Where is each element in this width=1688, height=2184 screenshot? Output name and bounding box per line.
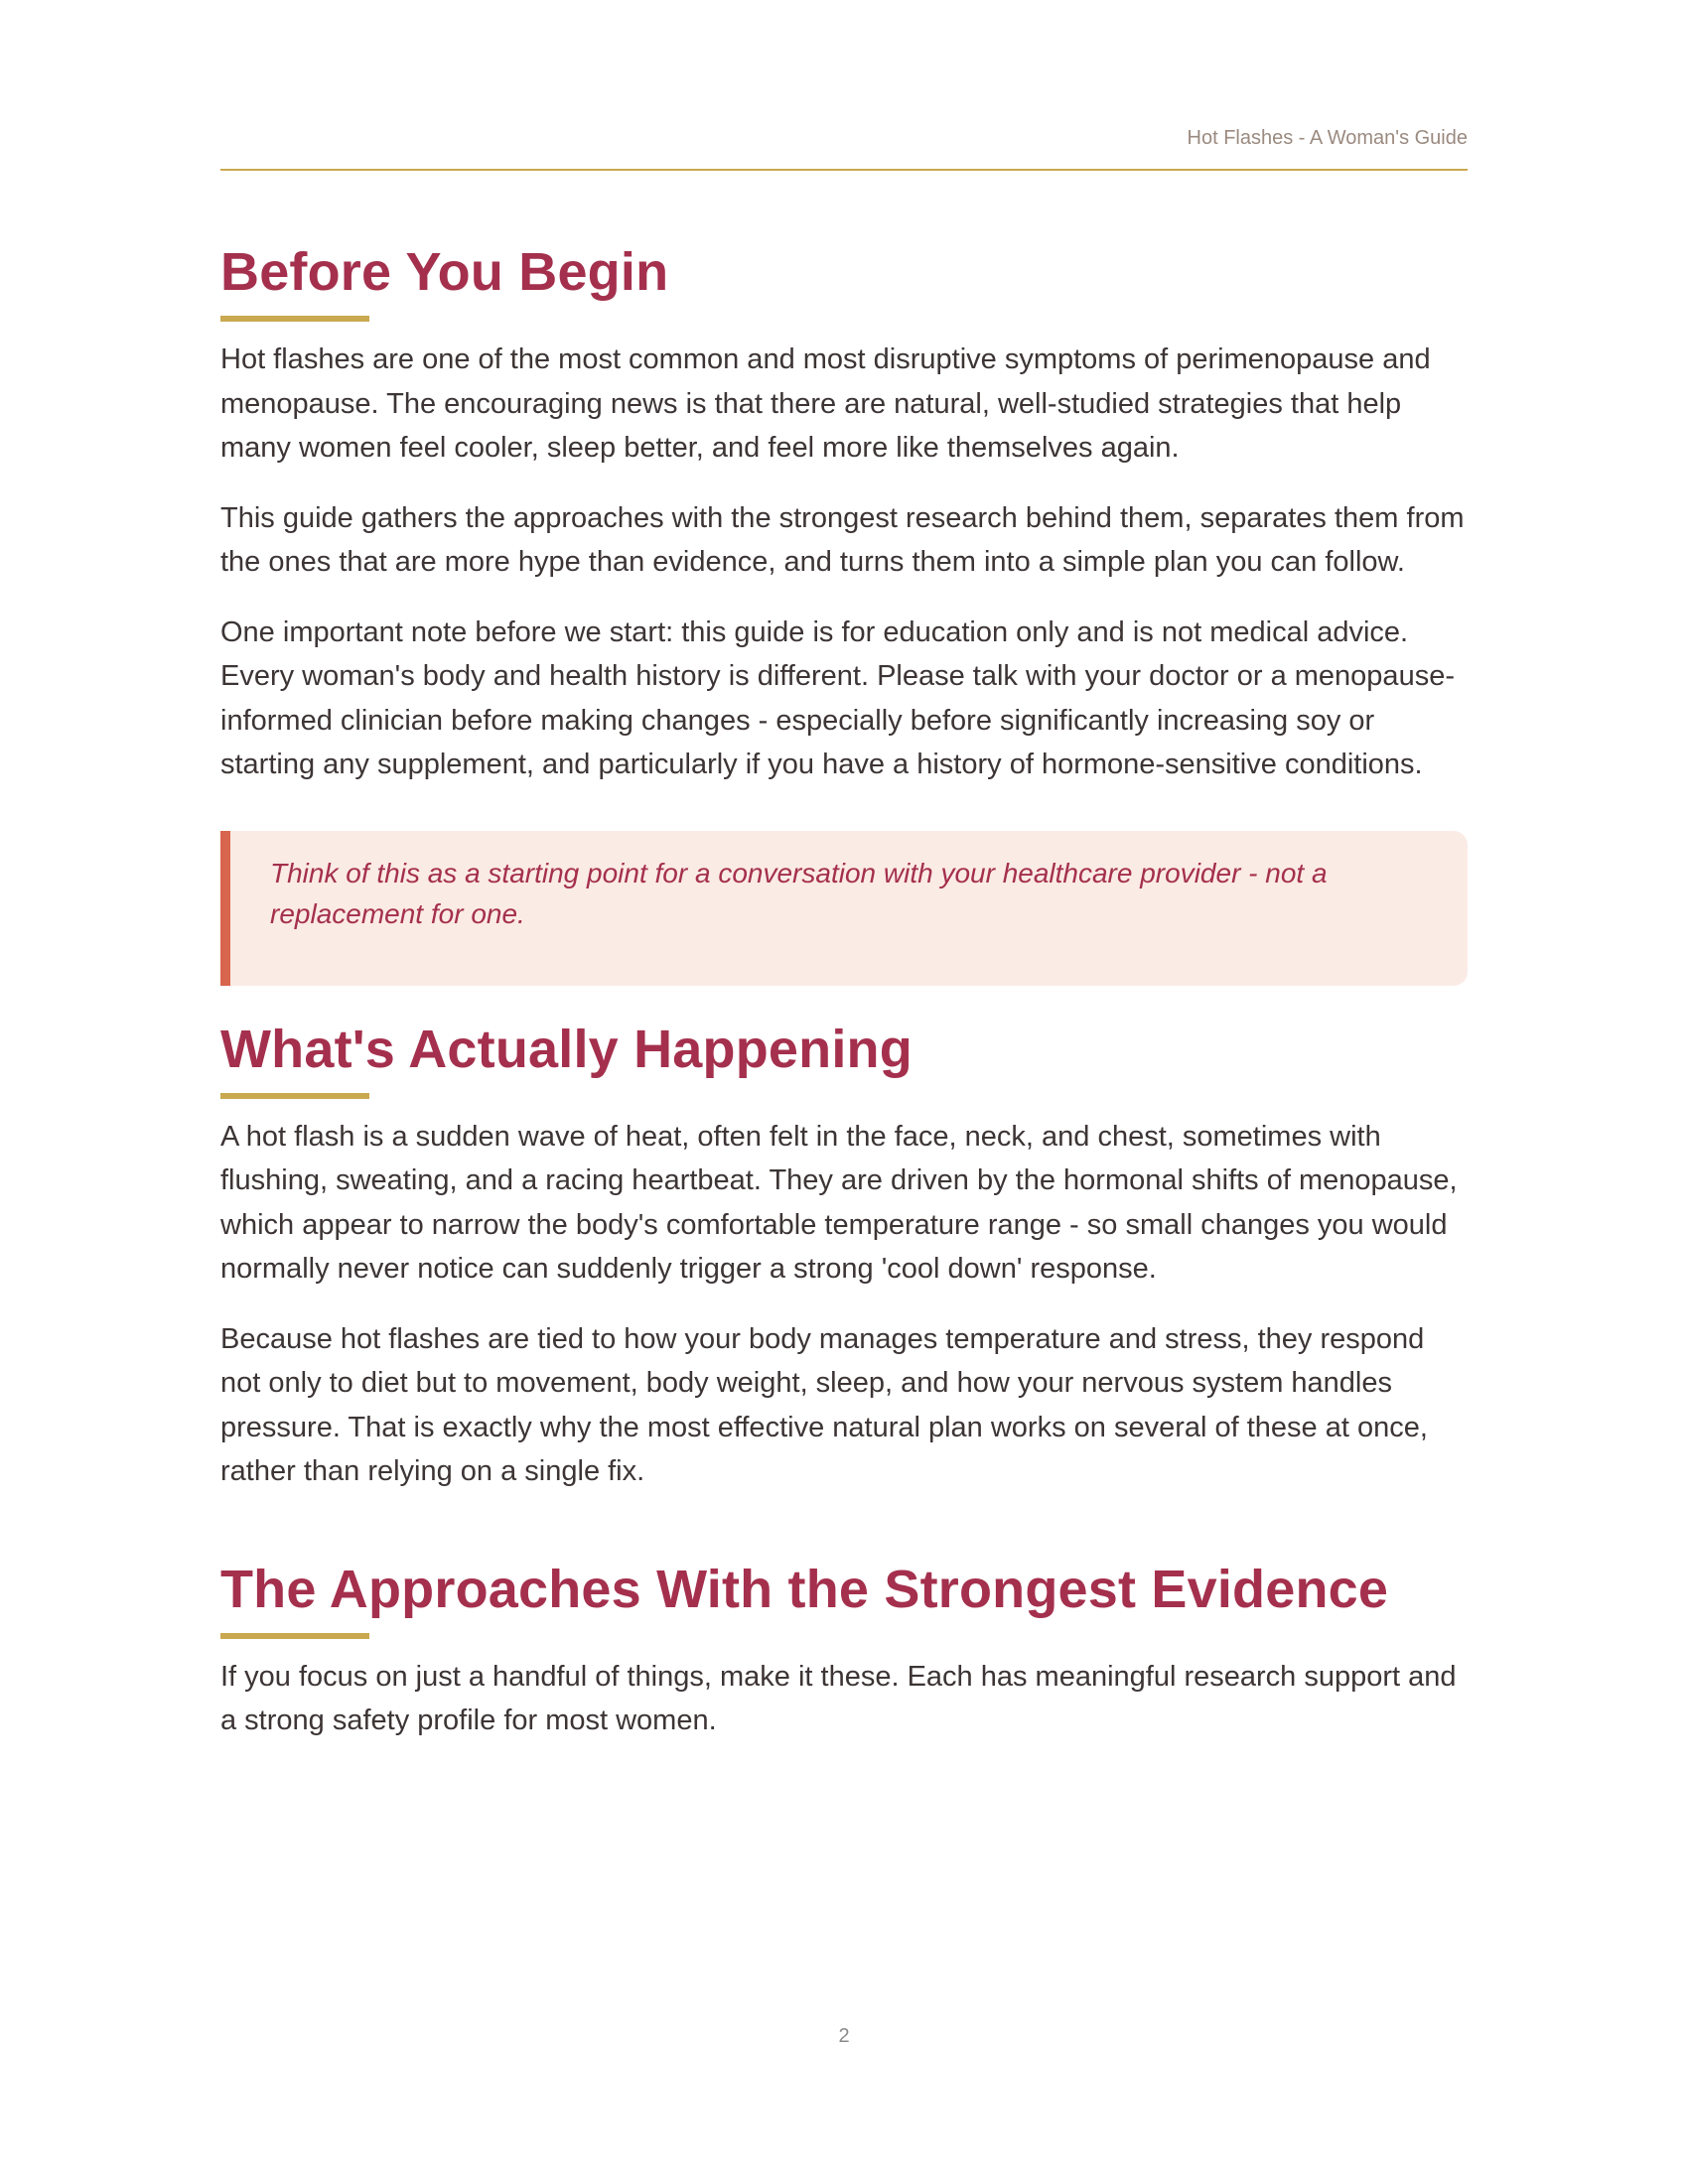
section-strongest-evidence [220,1554,1468,1743]
callout-text: Think of this as a starting point for a conversation with your healthcare provider - not a replacement for one. [270,857,1328,929]
paragraph: Hot flashes are one of the most common and most disruptive symptoms of perimenopause and menopause. The encouraging news is that there are natural, well-studied strategies that help many women feel cooler, sleep better, and feel more like themselves again. [220,343,1431,464]
section-heading: What's Actually Happening [220,1019,913,1079]
paragraph: One important note before we start: this guide is for education only and is not medical advice. Every woman's body and health history is different. Please talk with your doctor or a menopause-informed clinician before making changes - especially before significantly increasing soy or starting any supplement, and particularly if you have a history of hormone-sensitive conditions. [220,615,1455,780]
section-heading: The Approaches With the Strongest Evidence [220,1559,1389,1619]
paragraph: This guide gathers the approaches with the strongest research behind them, separates them from the ones that are more hype than evidence, and turns them into a simple plan you can follow. [220,501,1465,578]
page-content [220,236,1468,1769]
document-page [220,0,1468,2184]
callout-box [220,831,1468,986]
page-number: 2 [838,2025,850,2047]
paragraph: If you focus on just a handful of things, make it these. Each has meaningful research support and a strong safety profile for most women. [220,1660,1457,1736]
paragraph: Because hot flashes are tied to how your body manages temperature and stress, they respond not only to diet but to movement, body weight, sleep, and how your nervous system handles pressure. That is exactly why the most effective natural plan works on several of these at once, rather than relying on a single fix. [220,1322,1428,1487]
section-before-you-begin [220,236,1468,986]
header-rule [220,169,1468,171]
section-whats-actually-happening [220,1014,1468,1494]
heading-underline [220,1093,369,1099]
paragraph: A hot flash is a sudden wave of heat, often felt in the face, neck, and chest, sometimes with flushing, sweating, and a racing heartbeat. They are driven by the hormonal shifts of menopause, which appear to narrow the body's comfortable temperature range - so small changes you would normally never notice can suddenly trigger a strong 'cool down' response. [220,1120,1458,1285]
section-heading: Before You Begin [220,242,669,302]
heading-underline [220,1633,369,1639]
running-header: Hot Flashes - A Woman's Guide [1187,127,1468,149]
section-spacer [220,1520,1468,1554]
heading-underline [220,316,369,322]
